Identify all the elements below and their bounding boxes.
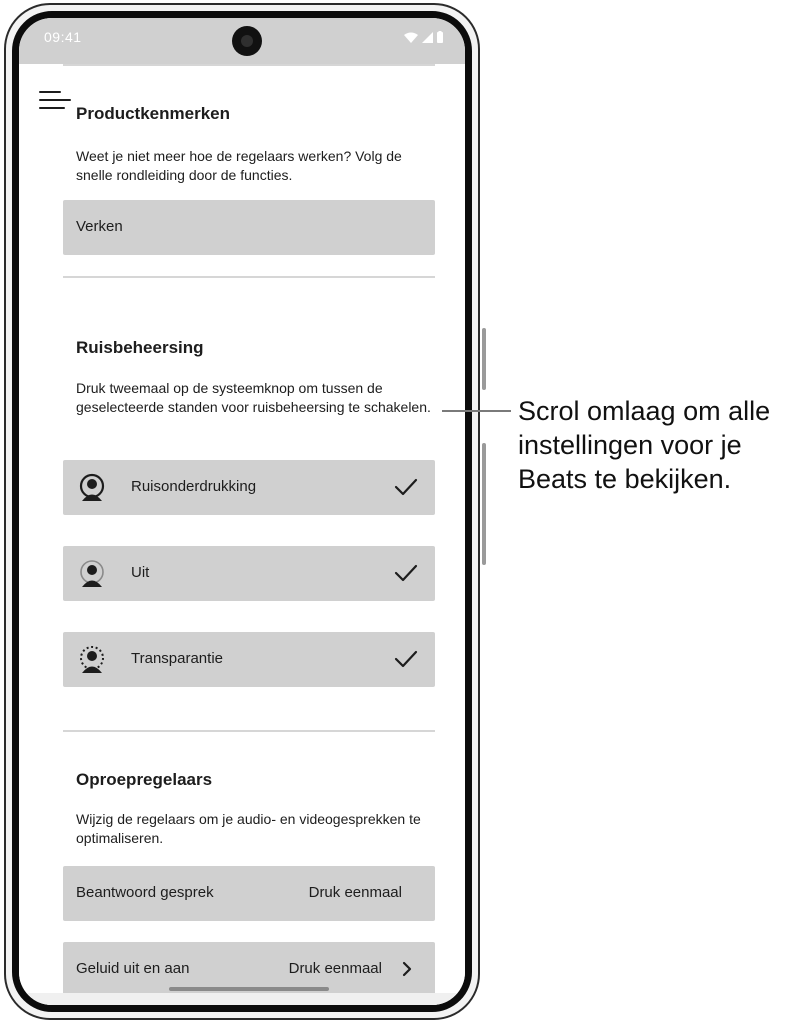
call-row-label: Geluid uit en aan [76, 960, 190, 977]
battery-icon [437, 31, 443, 43]
volume-button [482, 328, 486, 390]
menu-icon[interactable] [39, 91, 71, 113]
status-bar [19, 18, 465, 64]
noise-option-label: Transparantie [131, 650, 223, 667]
phone-frame [4, 3, 480, 1020]
call-row-value: Druk eenmaal [308, 884, 402, 901]
section-desc-calls: Wijzig de regelaars om je audio- en videogesprekken te optimaliseren. [76, 811, 421, 846]
section-title-product: Productkenmerken [76, 104, 230, 123]
section-desc-product: Weet je niet meer hoe de regelaars werken? Volg de snelle rondleiding door de functies. [76, 148, 402, 183]
section-title-calls: Oproepregelaars [76, 770, 213, 789]
callout-line [442, 410, 511, 412]
nav-bar [19, 993, 465, 1005]
status-icons [404, 31, 443, 43]
signal-icon [422, 32, 433, 43]
explore-button[interactable] [63, 200, 435, 255]
noise-option-off[interactable] [63, 546, 435, 601]
home-indicator[interactable] [169, 987, 329, 991]
phone-screen [12, 11, 472, 1012]
noise-option-noise-cancelling[interactable] [63, 460, 435, 515]
chevron-right-icon [401, 961, 413, 977]
section-divider [63, 730, 435, 732]
transparency-icon [77, 645, 107, 675]
call-row-value: Druk eenmaal [288, 960, 382, 977]
noise-option-label: Uit [131, 564, 150, 581]
status-time: 09:41 [44, 29, 82, 45]
app-content [19, 64, 465, 1005]
noise-cancelling-icon [77, 473, 107, 503]
power-button [482, 443, 486, 565]
call-row-answer[interactable] [63, 866, 435, 921]
call-row-label: Beantwoord gesprek [76, 884, 214, 901]
section-title-noise: Ruisbeheersing [76, 338, 204, 357]
noise-option-transparency[interactable] [63, 632, 435, 687]
top-divider [63, 64, 435, 66]
check-icon [394, 563, 418, 583]
noise-option-label: Ruisonderdrukking [131, 478, 257, 495]
check-icon [394, 649, 418, 669]
section-desc-noise: Druk tweemaal op de systeemknop om tussen de geselecteerde standen voor ruisbeheersing te schakelen. [76, 380, 431, 415]
front-camera [232, 26, 262, 56]
check-icon [394, 477, 418, 497]
callout-text: Scrol omlaag om alle instellingen voor je Beats te bekijken. [518, 396, 771, 494]
noise-off-icon [77, 559, 107, 589]
explore-button-label: Verken [76, 218, 123, 235]
wifi-icon [404, 32, 418, 43]
section-divider [63, 276, 435, 278]
